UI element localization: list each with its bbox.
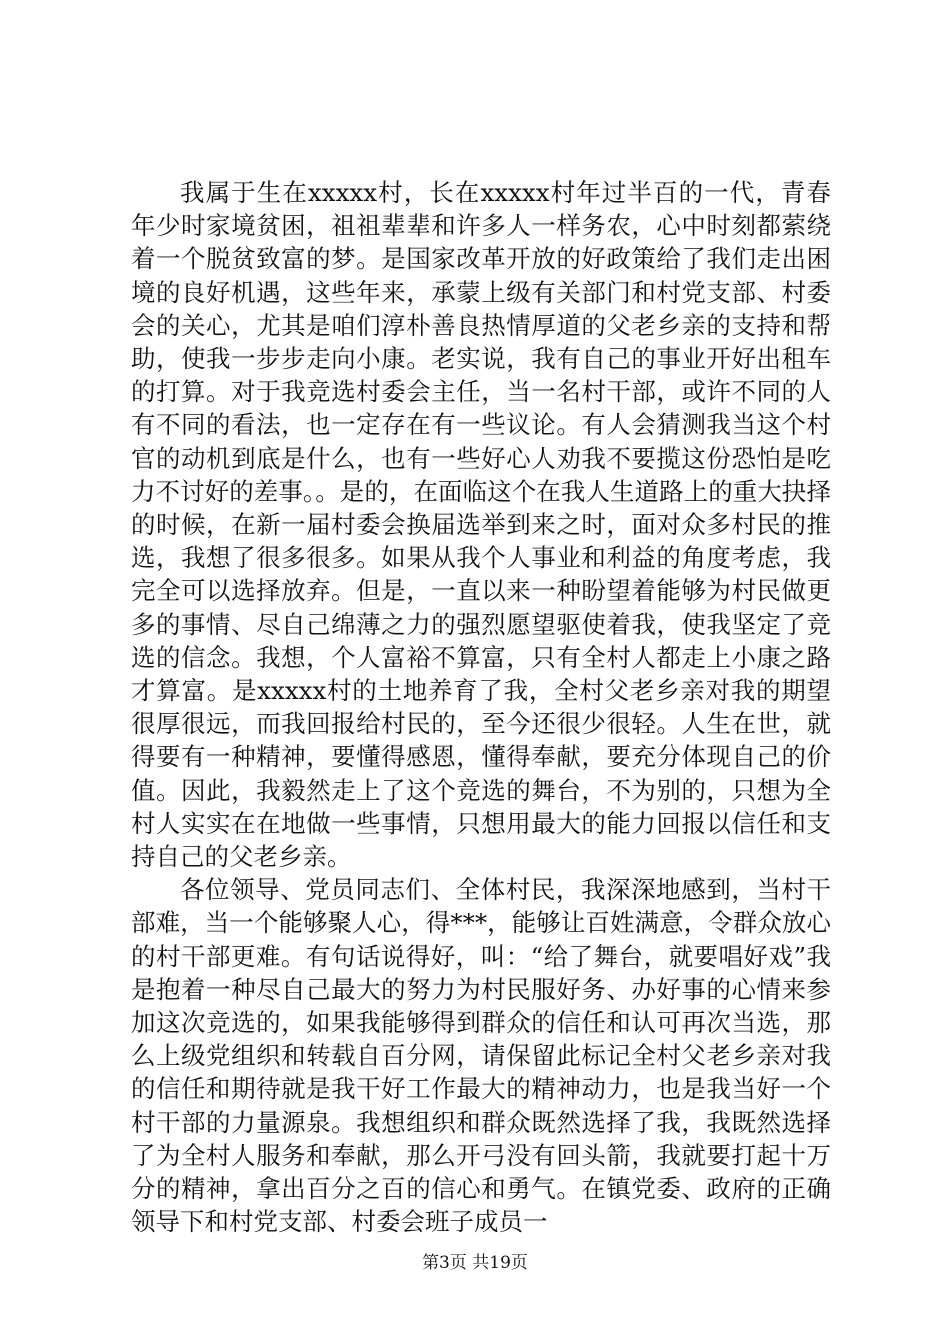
paragraph: 各位领导、党员同志们、全体村民，我深深地感到，当村干部难，当一个能够聚人心，得***，能够让百姓满意，令群众放心的村干部更难。有句话说得好，叫：“给了舞台，就要唱好戏”我是抱着一种尽自己最大的努力为村民服好务、办好事的心情来参加这次竞选的，如果我能够得到群众的信任和认可再次当选，那么上级党组织和转载自百分网，请保留此标记全村父老乡亲对我的信任和期待就是我干好工作最大的精神动力，也是我当好一个村干部的力量源泉。我想组织和群众既然选择了我，我既然选择了为全村人服务和奉献，那么开弓没有回头箭，我就要打起十万分的精神，拿出百分之百的信心和勇气。在镇党委、政府的正确领导下和村党支部、村委会班子成员一 bbox=[131, 875, 831, 1237]
document-body bbox=[131, 176, 831, 1239]
page-number-footer: 第3页 共19页 bbox=[422, 1253, 528, 1273]
paragraph: 我属于生在xxxxx村，长在xxxxx村年过半百的一代，青春年少时家境贫困，祖祖辈辈和许多人一样务农，心中时刻都萦绕着一个脱贫致富的梦。是国家改革开放的好政策给了我们走出困境的良好机遇，这些年来，承蒙上级有关部门和村党支部、村委会的关心，尤其是咱们淳朴善良热情厚道的父老乡亲的支持和帮助，使我一步步走向小康。老实说，我有自己的事业开好出租车的打算。对于我竞选村委会主任，当一名村干部，或许不同的人有不同的看法，也一定存在有一些议论。有人会猜测我当这个村官的动机到底是什么，也有一些好心人劝我不要揽这份恐怕是吃力不讨好的差事。。是的，在面临这个在我人生道路上的重大抉择的时候，在新一届村委会换届选举到来之时，面对众多村民的推选，我想了很多很多。如果从我个人事业和利益的角度考虑，我完全可以选择放弃。但是，一直以来一种盼望着能够为村民做更多的事情、尽自己绵薄之力的强烈愿望驱使着我，使我坚定了竞选的信念。我想，个人富裕不算富，只有全村人都走上小康之路才算富。是xxxxx村的土地养育了我，全村父老乡亲对我的期望很厚很远，而我回报给村民的，至今还很少很轻。人生在世，就得要有一种精神，要懂得感恩，懂得奉献，要充分体现自己的价值。因此，我毅然走上了这个竞选的舞台，不为别的，只想为全村人实实在在地做一些事情，只想用最大的能力回报以信任和支持自己的父老乡亲。 bbox=[131, 178, 831, 872]
